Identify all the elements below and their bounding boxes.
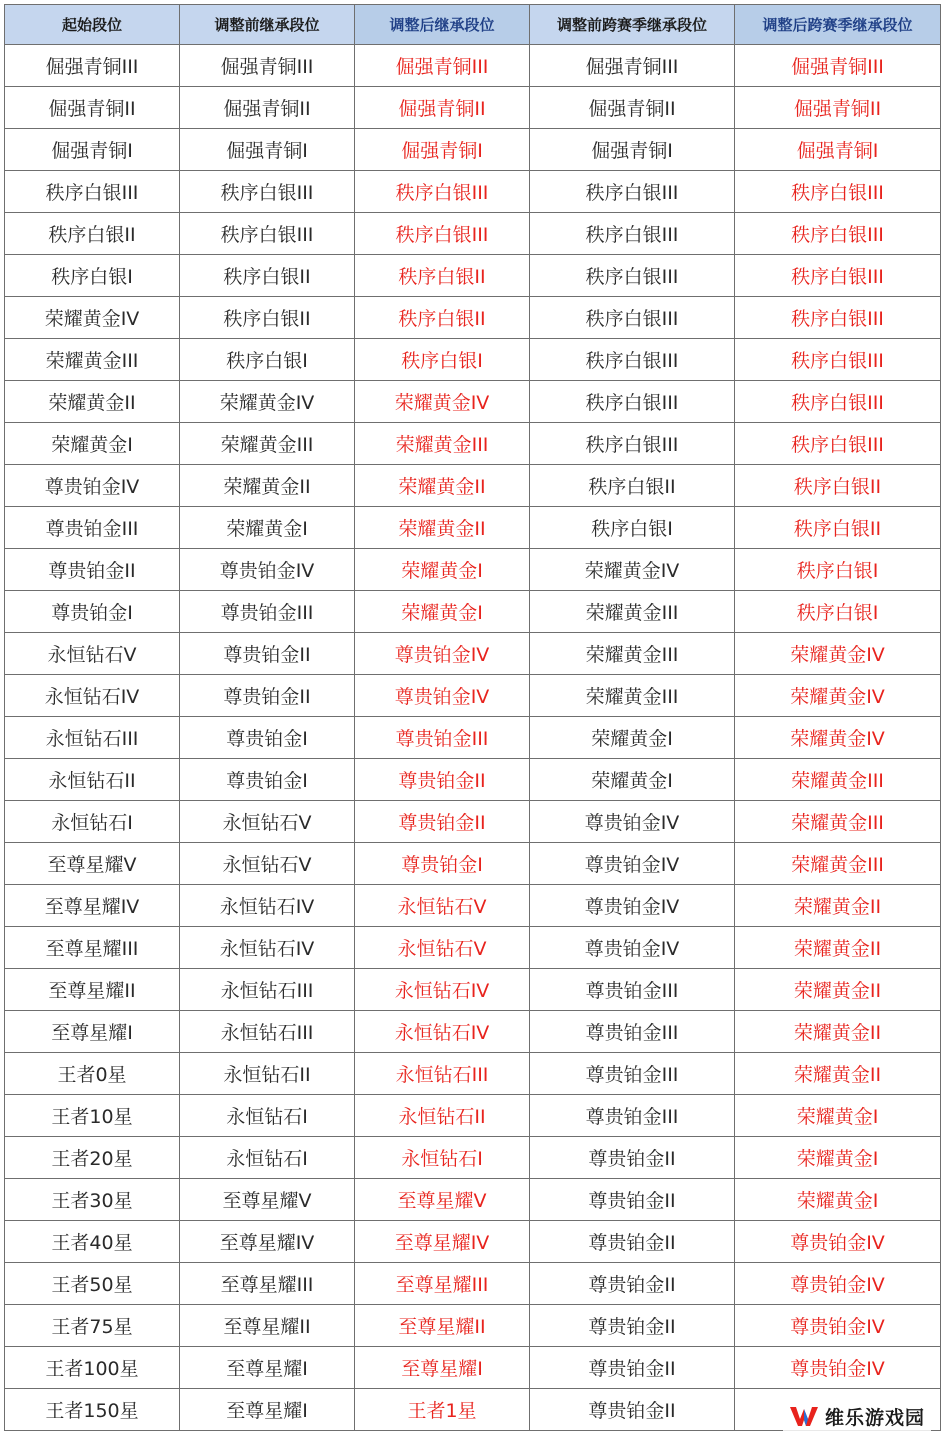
header-start-rank: 起始段位 xyxy=(5,5,180,45)
cell-before-inherit: 永恒钻石III xyxy=(180,969,355,1011)
cell-after-cross-season: 荣耀黄金I xyxy=(735,1095,941,1137)
cell-before-inherit: 秩序白银III xyxy=(180,171,355,213)
cell-before-cross-season: 秩序白银III xyxy=(530,255,735,297)
cell-before-cross-season: 倔强青铜I xyxy=(530,129,735,171)
table-row xyxy=(5,675,941,717)
cell-before-cross-season: 尊贵铂金II xyxy=(530,1305,735,1347)
cell-before-cross-season: 秩序白银III xyxy=(530,213,735,255)
cell-start-rank: 王者10星 xyxy=(5,1095,180,1137)
cell-after-cross-season: 尊贵铂金IV xyxy=(735,1305,941,1347)
cell-after-cross-season: 荣耀黄金II xyxy=(735,969,941,1011)
table-row xyxy=(5,465,941,507)
cell-before-cross-season: 尊贵铂金IV xyxy=(530,927,735,969)
cell-before-inherit: 至尊星耀III xyxy=(180,1263,355,1305)
cell-after-inherit: 永恒钻石IV xyxy=(355,1011,530,1053)
cell-before-inherit: 尊贵铂金III xyxy=(180,591,355,633)
cell-before-cross-season: 尊贵铂金II xyxy=(530,1263,735,1305)
cell-after-inherit: 荣耀黄金III xyxy=(355,423,530,465)
cell-after-inherit: 王者1星 xyxy=(355,1389,530,1431)
cell-before-inherit: 永恒钻石V xyxy=(180,801,355,843)
cell-start-rank: 永恒钻石II xyxy=(5,759,180,801)
table-row xyxy=(5,171,941,213)
cell-after-inherit: 倔强青铜III xyxy=(355,45,530,87)
table-row xyxy=(5,45,941,87)
cell-before-inherit: 倔强青铜II xyxy=(180,87,355,129)
cell-start-rank: 秩序白银II xyxy=(5,213,180,255)
table-row xyxy=(5,423,941,465)
cell-after-inherit: 永恒钻石III xyxy=(355,1053,530,1095)
cell-before-cross-season: 荣耀黄金III xyxy=(530,591,735,633)
cell-after-cross-season: 荣耀黄金II xyxy=(735,927,941,969)
cell-after-cross-season: 秩序白银III xyxy=(735,339,941,381)
cell-start-rank: 至尊星耀III xyxy=(5,927,180,969)
cell-start-rank: 至尊星耀IV xyxy=(5,885,180,927)
table-row xyxy=(5,87,941,129)
table-row xyxy=(5,129,941,171)
cell-start-rank: 永恒钻石III xyxy=(5,717,180,759)
cell-before-inherit: 至尊星耀I xyxy=(180,1347,355,1389)
cell-after-cross-season: 荣耀黄金III xyxy=(735,759,941,801)
table-row xyxy=(5,969,941,1011)
cell-before-cross-season: 尊贵铂金II xyxy=(530,1179,735,1221)
cell-before-cross-season: 秩序白银II xyxy=(530,465,735,507)
cell-before-inherit: 秩序白银III xyxy=(180,213,355,255)
cell-start-rank: 王者75星 xyxy=(5,1305,180,1347)
cell-after-cross-season: 荣耀黄金IV xyxy=(735,675,941,717)
cell-after-inherit: 秩序白银III xyxy=(355,171,530,213)
cell-before-inherit: 至尊星耀I xyxy=(180,1389,355,1431)
table-row xyxy=(5,801,941,843)
header-before-inherit: 调整前继承段位 xyxy=(180,5,355,45)
table-row xyxy=(5,1179,941,1221)
cell-after-cross-season: 尊贵铂金IV xyxy=(735,1263,941,1305)
cell-after-inherit: 倔强青铜II xyxy=(355,87,530,129)
cell-after-inherit: 倔强青铜I xyxy=(355,129,530,171)
table-row xyxy=(5,549,941,591)
header-after-cross-season: 调整后跨赛季继承段位 xyxy=(735,5,941,45)
cell-after-cross-season: 荣耀黄金III xyxy=(735,801,941,843)
cell-before-cross-season: 尊贵铂金III xyxy=(530,1011,735,1053)
cell-after-inherit: 尊贵铂金III xyxy=(355,717,530,759)
table-row xyxy=(5,927,941,969)
cell-after-cross-season: 荣耀黄金II xyxy=(735,885,941,927)
cell-start-rank: 至尊星耀V xyxy=(5,843,180,885)
cell-before-cross-season: 倔强青铜II xyxy=(530,87,735,129)
cell-start-rank: 王者40星 xyxy=(5,1221,180,1263)
table-row xyxy=(5,591,941,633)
cell-start-rank: 永恒钻石I xyxy=(5,801,180,843)
cell-before-inherit: 至尊星耀IV xyxy=(180,1221,355,1263)
cell-before-cross-season: 荣耀黄金IV xyxy=(530,549,735,591)
cell-start-rank: 尊贵铂金IV xyxy=(5,465,180,507)
cell-after-inherit: 永恒钻石II xyxy=(355,1095,530,1137)
cell-after-inherit: 至尊星耀III xyxy=(355,1263,530,1305)
cell-after-inherit: 尊贵铂金I xyxy=(355,843,530,885)
cell-before-inherit: 秩序白银II xyxy=(180,255,355,297)
cell-before-cross-season: 尊贵铂金III xyxy=(530,1095,735,1137)
cell-after-cross-season: 秩序白银III xyxy=(735,297,941,339)
cell-before-inherit: 永恒钻石II xyxy=(180,1053,355,1095)
cell-before-inherit: 至尊星耀II xyxy=(180,1305,355,1347)
cell-after-inherit: 荣耀黄金I xyxy=(355,591,530,633)
table-row xyxy=(5,507,941,549)
cell-after-cross-season: 秩序白银III xyxy=(735,423,941,465)
cell-after-inherit: 荣耀黄金IV xyxy=(355,381,530,423)
cell-before-cross-season: 秩序白银III xyxy=(530,339,735,381)
cell-before-inherit: 尊贵铂金I xyxy=(180,717,355,759)
cell-before-inherit: 永恒钻石I xyxy=(180,1137,355,1179)
cell-start-rank: 永恒钻石IV xyxy=(5,675,180,717)
table-row xyxy=(5,339,941,381)
cell-after-inherit: 尊贵铂金IV xyxy=(355,675,530,717)
cell-start-rank: 荣耀黄金III xyxy=(5,339,180,381)
cell-after-cross-season: 秩序白银III xyxy=(735,381,941,423)
cell-start-rank: 至尊星耀II xyxy=(5,969,180,1011)
cell-before-cross-season: 荣耀黄金III xyxy=(530,675,735,717)
table-row xyxy=(5,255,941,297)
table-row xyxy=(5,381,941,423)
cell-after-inherit: 荣耀黄金I xyxy=(355,549,530,591)
cell-before-inherit: 尊贵铂金II xyxy=(180,675,355,717)
cell-after-inherit: 秩序白银I xyxy=(355,339,530,381)
cell-after-cross-season: 倔强青铜III xyxy=(735,45,941,87)
cell-after-cross-season: 荣耀黄金III xyxy=(735,843,941,885)
cell-start-rank: 王者30星 xyxy=(5,1179,180,1221)
cell-before-cross-season: 秩序白银III xyxy=(530,297,735,339)
cell-after-cross-season: 荣耀黄金I xyxy=(735,1179,941,1221)
cell-before-cross-season: 尊贵铂金IV xyxy=(530,885,735,927)
cell-before-cross-season: 尊贵铂金II xyxy=(530,1347,735,1389)
cell-start-rank: 尊贵铂金I xyxy=(5,591,180,633)
table-row xyxy=(5,1137,941,1179)
cell-after-inherit: 至尊星耀II xyxy=(355,1305,530,1347)
table-row xyxy=(5,1095,941,1137)
cell-before-inherit: 永恒钻石IV xyxy=(180,885,355,927)
cell-after-cross-season: 荣耀黄金I xyxy=(735,1137,941,1179)
table-row xyxy=(5,717,941,759)
cell-after-cross-season: 秩序白银III xyxy=(735,255,941,297)
site-watermark xyxy=(783,1399,931,1433)
table-header-row xyxy=(5,5,941,45)
cell-start-rank: 尊贵铂金III xyxy=(5,507,180,549)
cell-after-inherit: 尊贵铂金II xyxy=(355,759,530,801)
cell-before-cross-season: 秩序白银I xyxy=(530,507,735,549)
cell-after-inherit: 秩序白银III xyxy=(355,213,530,255)
cell-after-inherit: 荣耀黄金II xyxy=(355,507,530,549)
cell-after-inherit: 永恒钻石IV xyxy=(355,969,530,1011)
cell-after-inherit: 永恒钻石V xyxy=(355,885,530,927)
cell-after-inherit: 尊贵铂金II xyxy=(355,801,530,843)
cell-before-inherit: 永恒钻石IV xyxy=(180,927,355,969)
cell-before-inherit: 秩序白银I xyxy=(180,339,355,381)
table-row xyxy=(5,1305,941,1347)
cell-after-cross-season: 秩序白银I xyxy=(735,591,941,633)
cell-before-cross-season: 荣耀黄金I xyxy=(530,759,735,801)
cell-after-inherit: 荣耀黄金II xyxy=(355,465,530,507)
cell-after-cross-season: 荣耀黄金II xyxy=(735,1011,941,1053)
cell-start-rank: 王者150星 xyxy=(5,1389,180,1431)
table-row xyxy=(5,1053,941,1095)
rank-inheritance-table xyxy=(4,4,941,1431)
table-row xyxy=(5,1263,941,1305)
cell-after-cross-season: 秩序白银III xyxy=(735,171,941,213)
cell-start-rank: 荣耀黄金I xyxy=(5,423,180,465)
cell-start-rank: 至尊星耀I xyxy=(5,1011,180,1053)
table-row xyxy=(5,297,941,339)
cell-after-cross-season: 倔强青铜I xyxy=(735,129,941,171)
cell-after-inherit: 秩序白银II xyxy=(355,297,530,339)
table-row xyxy=(5,1011,941,1053)
cell-start-rank: 秩序白银III xyxy=(5,171,180,213)
cell-before-inherit: 荣耀黄金I xyxy=(180,507,355,549)
cell-before-cross-season: 尊贵铂金IV xyxy=(530,843,735,885)
cell-after-inherit: 至尊星耀V xyxy=(355,1179,530,1221)
cell-start-rank: 王者100星 xyxy=(5,1347,180,1389)
table-row xyxy=(5,759,941,801)
cell-before-cross-season: 尊贵铂金III xyxy=(530,1053,735,1095)
cell-after-cross-season: 秩序白银II xyxy=(735,465,941,507)
cell-after-inherit: 至尊星耀I xyxy=(355,1347,530,1389)
table-row xyxy=(5,1221,941,1263)
cell-after-inherit: 尊贵铂金IV xyxy=(355,633,530,675)
cell-before-inherit: 秩序白银II xyxy=(180,297,355,339)
cell-before-inherit: 倔强青铜III xyxy=(180,45,355,87)
cell-start-rank: 王者0星 xyxy=(5,1053,180,1095)
cell-after-cross-season: 荣耀黄金IV xyxy=(735,717,941,759)
cell-start-rank: 秩序白银I xyxy=(5,255,180,297)
cell-before-inherit: 倔强青铜I xyxy=(180,129,355,171)
cell-start-rank: 荣耀黄金IV xyxy=(5,297,180,339)
cell-start-rank: 荣耀黄金II xyxy=(5,381,180,423)
cell-start-rank: 尊贵铂金II xyxy=(5,549,180,591)
cell-start-rank: 王者20星 xyxy=(5,1137,180,1179)
cell-before-inherit: 荣耀黄金IV xyxy=(180,381,355,423)
cell-before-inherit: 荣耀黄金III xyxy=(180,423,355,465)
cell-before-cross-season: 尊贵铂金II xyxy=(530,1221,735,1263)
table-row xyxy=(5,633,941,675)
cell-after-inherit: 永恒钻石V xyxy=(355,927,530,969)
header-after-inherit: 调整后继承段位 xyxy=(355,5,530,45)
cell-after-cross-season: 倔强青铜II xyxy=(735,87,941,129)
header-before-cross-season: 调整前跨赛季继承段位 xyxy=(530,5,735,45)
table-row xyxy=(5,213,941,255)
cell-before-inherit: 尊贵铂金IV xyxy=(180,549,355,591)
table-row xyxy=(5,885,941,927)
cell-after-inherit: 至尊星耀IV xyxy=(355,1221,530,1263)
cell-after-cross-season: 荣耀黄金II xyxy=(735,1053,941,1095)
cell-after-cross-season: 尊贵铂金IV xyxy=(735,1221,941,1263)
cell-after-cross-season: 秩序白银I xyxy=(735,549,941,591)
cell-before-cross-season: 尊贵铂金III xyxy=(530,969,735,1011)
cell-before-inherit: 永恒钻石III xyxy=(180,1011,355,1053)
cell-before-cross-season: 秩序白银III xyxy=(530,171,735,213)
cell-before-inherit: 荣耀黄金II xyxy=(180,465,355,507)
cell-start-rank: 倔强青铜I xyxy=(5,129,180,171)
cell-before-cross-season: 尊贵铂金II xyxy=(530,1137,735,1179)
w-logo-icon xyxy=(789,1404,819,1428)
cell-after-cross-season: 秩序白银III xyxy=(735,213,941,255)
watermark-text: 维乐游戏园 xyxy=(824,1406,925,1429)
cell-before-inherit: 尊贵铂金II xyxy=(180,633,355,675)
cell-before-inherit: 至尊星耀V xyxy=(180,1179,355,1221)
cell-start-rank: 倔强青铜III xyxy=(5,45,180,87)
cell-before-inherit: 尊贵铂金I xyxy=(180,759,355,801)
table-row xyxy=(5,1347,941,1389)
cell-after-inherit: 永恒钻石I xyxy=(355,1137,530,1179)
cell-before-cross-season: 秩序白银III xyxy=(530,423,735,465)
table-body xyxy=(5,45,941,1431)
table-row xyxy=(5,843,941,885)
cell-before-inherit: 永恒钻石I xyxy=(180,1095,355,1137)
cell-start-rank: 王者50星 xyxy=(5,1263,180,1305)
cell-before-cross-season: 荣耀黄金I xyxy=(530,717,735,759)
cell-start-rank: 永恒钻石V xyxy=(5,633,180,675)
cell-after-cross-season: 秩序白银II xyxy=(735,507,941,549)
cell-start-rank: 倔强青铜II xyxy=(5,87,180,129)
cell-before-cross-season: 秩序白银III xyxy=(530,381,735,423)
cell-before-inherit: 永恒钻石V xyxy=(180,843,355,885)
cell-before-cross-season: 尊贵铂金II xyxy=(530,1389,735,1431)
cell-after-cross-season: 荣耀黄金IV xyxy=(735,633,941,675)
cell-after-inherit: 秩序白银II xyxy=(355,255,530,297)
cell-before-cross-season: 尊贵铂金IV xyxy=(530,801,735,843)
cell-after-cross-season: 尊贵铂金IV xyxy=(735,1347,941,1389)
cell-before-cross-season: 荣耀黄金III xyxy=(530,633,735,675)
cell-before-cross-season: 倔强青铜III xyxy=(530,45,735,87)
